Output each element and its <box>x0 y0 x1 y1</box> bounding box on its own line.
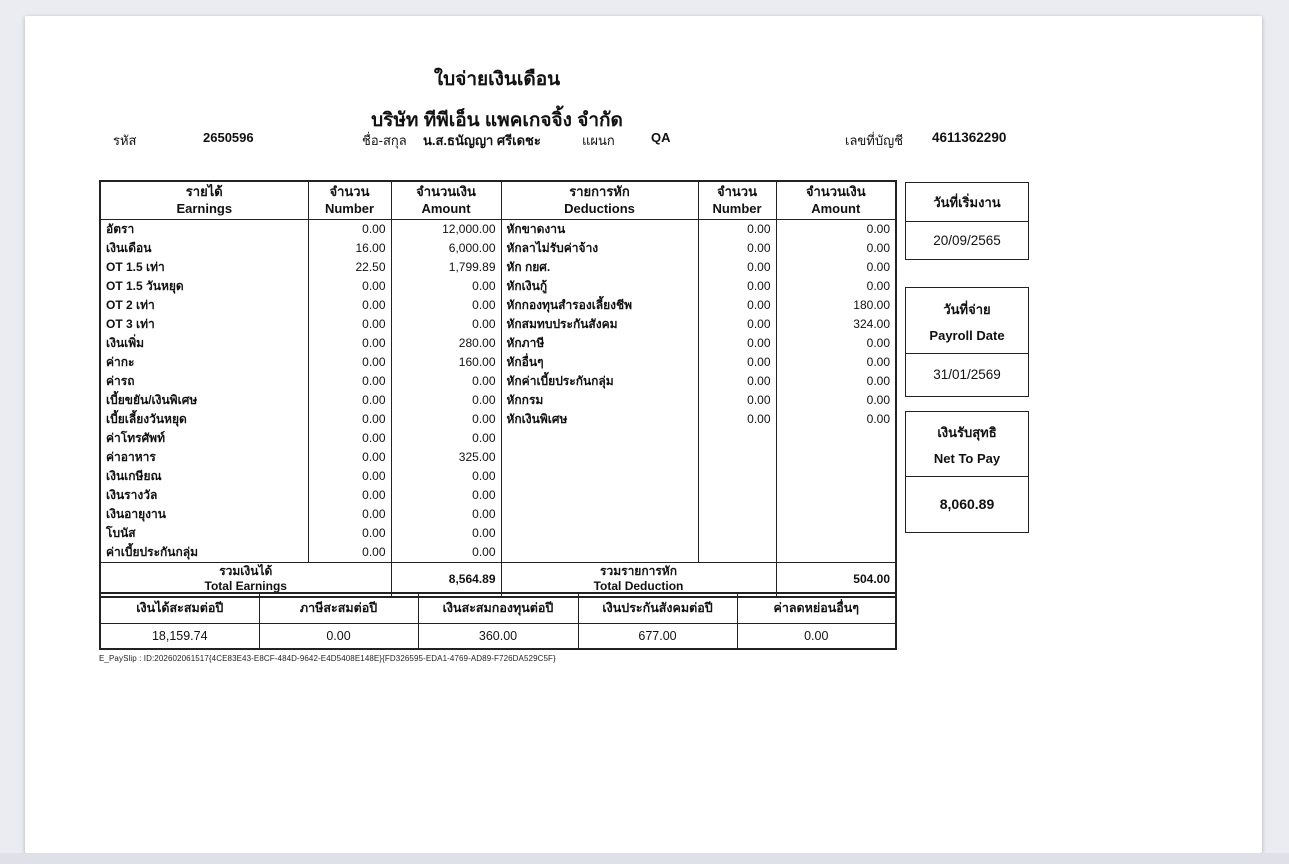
deduction-item-amount <box>776 486 896 505</box>
earnings-item-amount: 0.00 <box>391 410 501 429</box>
ytd-value-row <box>100 623 896 649</box>
deduction-item-amount: 0.00 <box>776 219 896 239</box>
earnings-item-number: 0.00 <box>308 334 391 353</box>
earnings-item-label: ค่าโทรศัพท์ <box>100 429 308 448</box>
deduction-item-number <box>698 486 776 505</box>
earnings-item-label: เบี้ยเลี้ยงวันหยุด <box>100 410 308 429</box>
deduction-item-amount <box>776 448 896 467</box>
deduction-item-amount <box>776 505 896 524</box>
deduction-item-label: หักอื่นๆ <box>501 353 698 372</box>
earnings-item-label: เงินอายุงาน <box>100 505 308 524</box>
deduction-item-amount <box>776 429 896 448</box>
ytd-fund-value: 360.00 <box>418 623 578 649</box>
employee-code-label: รหัส <box>113 133 137 148</box>
deduction-item-label: หักเงินพิเศษ <box>501 410 698 429</box>
background-bottom-strip <box>0 853 1289 864</box>
earnings-item-label: ค่าเบี้ยประกันกลุ่ม <box>100 543 308 563</box>
deductions-number-column-header: จำนวน Number <box>698 181 776 219</box>
earnings-number-column-header: จำนวน Number <box>308 181 391 219</box>
earnings-item-label: OT 1.5 เท่า <box>100 258 308 277</box>
ytd-summary-table <box>99 592 897 650</box>
department-label: แผนก <box>582 133 615 148</box>
table-row <box>100 315 896 334</box>
payslip-page <box>25 16 1262 853</box>
employee-name-value: น.ส.ธนัญญา ศรีเดชะ <box>423 133 541 148</box>
deduction-item-amount: 0.00 <box>776 277 896 296</box>
deduction-item-number: 0.00 <box>698 258 776 277</box>
earnings-item-amount: 0.00 <box>391 429 501 448</box>
total-deduction-value: 504.00 <box>776 562 896 597</box>
earnings-item-number: 16.00 <box>308 239 391 258</box>
table-row <box>100 429 896 448</box>
earnings-item-amount: 0.00 <box>391 277 501 296</box>
earnings-item-number: 0.00 <box>308 505 391 524</box>
start-date-title: วันที่เริ่มงาน <box>906 183 1028 222</box>
deduction-item-number <box>698 429 776 448</box>
earnings-item-amount: 0.00 <box>391 524 501 543</box>
deduction-item-number <box>698 524 776 543</box>
table-row <box>100 467 896 486</box>
deduction-item-label: หักสมทบประกันสังคม <box>501 315 698 334</box>
ytd-social-security-header: เงินประกันสังคมต่อปี <box>578 593 737 623</box>
account-number-value: 4611362290 <box>932 130 1007 145</box>
earnings-item-label: เงินเพิ่ม <box>100 334 308 353</box>
earnings-item-amount: 1,799.89 <box>391 258 501 277</box>
deduction-item-number: 0.00 <box>698 391 776 410</box>
earnings-item-amount: 0.00 <box>391 486 501 505</box>
payroll-date-box <box>905 287 1029 397</box>
page-title: ใบจ่ายเงินเดือน <box>433 69 561 90</box>
earnings-item-amount: 325.00 <box>391 448 501 467</box>
deduction-item-number: 0.00 <box>698 315 776 334</box>
deduction-item-label <box>501 486 698 505</box>
deduction-item-label <box>501 505 698 524</box>
earnings-item-number: 0.00 <box>308 353 391 372</box>
deduction-item-number: 0.00 <box>698 239 776 258</box>
deduction-item-number <box>698 467 776 486</box>
ytd-tax-header: ภาษีสะสมต่อปี <box>259 593 418 623</box>
deduction-item-amount <box>776 467 896 486</box>
ytd-social-security-value: 677.00 <box>578 623 737 649</box>
net-to-pay-value: 8,060.89 <box>939 496 995 512</box>
earnings-item-label: ค่ากะ <box>100 353 308 372</box>
earnings-item-label: ค่ารถ <box>100 372 308 391</box>
deduction-item-amount: 180.00 <box>776 296 896 315</box>
deduction-item-number: 0.00 <box>698 372 776 391</box>
deduction-item-number: 0.00 <box>698 277 776 296</box>
deduction-item-label <box>501 448 698 467</box>
ytd-header-row <box>100 593 896 623</box>
earnings-item-amount: 160.00 <box>391 353 501 372</box>
total-earnings-label: รวมเงินได้ Total Earnings <box>100 562 391 597</box>
earnings-item-label: ค่าอาหาร <box>100 448 308 467</box>
ytd-income-header: เงินได้สะสมต่อปี <box>100 593 259 623</box>
account-number-label: เลขที่บัญชี <box>845 133 904 148</box>
earnings-deductions-table <box>99 180 897 598</box>
deduction-item-label: หักค่าเบี้ยประกันกลุ่ม <box>501 372 698 391</box>
earnings-item-number: 0.00 <box>308 448 391 467</box>
deduction-item-amount: 0.00 <box>776 372 896 391</box>
ytd-other-allowance-header: ค่าลดหย่อนอื่นๆ <box>737 593 896 623</box>
earnings-item-amount: 0.00 <box>391 315 501 334</box>
earnings-item-number: 0.00 <box>308 277 391 296</box>
earnings-item-label: โบนัส <box>100 524 308 543</box>
earnings-item-number: 0.00 <box>308 219 391 239</box>
total-earnings-value: 8,564.89 <box>391 562 501 597</box>
deduction-item-number: 0.00 <box>698 296 776 315</box>
deduction-item-label: หักกองทุนสำรองเลี้ยงชีพ <box>501 296 698 315</box>
table-row <box>100 524 896 543</box>
earnings-item-label: อัตรา <box>100 219 308 239</box>
earnings-item-label: OT 2 เท่า <box>100 296 308 315</box>
deduction-item-amount: 0.00 <box>776 410 896 429</box>
table-row <box>100 505 896 524</box>
table-row <box>100 410 896 429</box>
earnings-item-label: เบี้ยขยัน/เงินพิเศษ <box>100 391 308 410</box>
table-row <box>100 258 896 277</box>
deduction-item-label: หักกรม <box>501 391 698 410</box>
payroll-date-title: วันที่จ่าย Payroll Date <box>906 288 1028 354</box>
earnings-item-amount: 0.00 <box>391 296 501 315</box>
deductions-column-header: รายการหัก Deductions <box>501 181 698 219</box>
deduction-item-label: หักลาไม่รับค่าจ้าง <box>501 239 698 258</box>
deduction-item-label <box>501 467 698 486</box>
earnings-item-number: 0.00 <box>308 467 391 486</box>
table-row <box>100 296 896 315</box>
deductions-amount-column-header: จำนวนเงิน Amount <box>776 181 896 219</box>
deduction-item-amount <box>776 524 896 543</box>
payslip-id-footer: E_PaySlip : ID:202602061517{4CE83E43-E8CF-484D-9642-E4D5408E148E}{FD326595-EDA1-4769-AD89-F726DA529C5F} <box>99 654 556 663</box>
earnings-item-number: 0.00 <box>308 296 391 315</box>
payroll-date-value: 31/01/2569 <box>933 367 1001 382</box>
deduction-item-amount: 0.00 <box>776 353 896 372</box>
total-deduction-label: รวมรายการหัก Total Deduction <box>501 562 776 597</box>
deduction-item-label: หักขาดงาน <box>501 219 698 239</box>
earnings-column-header: รายได้ Earnings <box>100 181 308 219</box>
table-row <box>100 543 896 563</box>
earnings-item-amount: 0.00 <box>391 391 501 410</box>
earnings-item-label: OT 3 เท่า <box>100 315 308 334</box>
earnings-item-label: เงินเดือน <box>100 239 308 258</box>
deduction-item-amount: 0.00 <box>776 334 896 353</box>
earnings-item-label: OT 1.5 วันหยุด <box>100 277 308 296</box>
deduction-item-number <box>698 543 776 563</box>
deduction-item-amount: 0.00 <box>776 391 896 410</box>
deduction-item-label: หักเงินกู้ <box>501 277 698 296</box>
deduction-item-label: หักภาษี <box>501 334 698 353</box>
earnings-item-number: 0.00 <box>308 315 391 334</box>
ytd-income-value: 18,159.74 <box>100 623 259 649</box>
earnings-item-number: 0.00 <box>308 524 391 543</box>
deduction-item-amount: 324.00 <box>776 315 896 334</box>
net-to-pay-box <box>905 411 1029 533</box>
table-body <box>100 219 896 562</box>
deduction-item-label <box>501 543 698 563</box>
table-row <box>100 277 896 296</box>
earnings-item-label: เงินเกษียณ <box>100 467 308 486</box>
earnings-item-number: 0.00 <box>308 486 391 505</box>
deduction-item-number: 0.00 <box>698 219 776 239</box>
deduction-item-amount: 0.00 <box>776 239 896 258</box>
ytd-other-allowance-value: 0.00 <box>737 623 896 649</box>
deduction-item-label: หัก กยศ. <box>501 258 698 277</box>
table-header <box>100 181 896 219</box>
earnings-item-amount: 12,000.00 <box>391 219 501 239</box>
table-row <box>100 334 896 353</box>
deduction-item-amount <box>776 543 896 563</box>
department-value: QA <box>651 130 671 145</box>
ytd-fund-header: เงินสะสมกองทุนต่อปี <box>418 593 578 623</box>
earnings-item-number: 0.00 <box>308 372 391 391</box>
deduction-item-amount: 0.00 <box>776 258 896 277</box>
earnings-item-number: 22.50 <box>308 258 391 277</box>
table-row <box>100 372 896 391</box>
earnings-item-number: 0.00 <box>308 543 391 563</box>
earnings-item-number: 0.00 <box>308 429 391 448</box>
ytd-tax-value: 0.00 <box>259 623 418 649</box>
earnings-item-label: เงินรางวัล <box>100 486 308 505</box>
deduction-item-number: 0.00 <box>698 353 776 372</box>
company-name: บริษัท ทีพีเอ็น แพคเกจจิ้ง จำกัด <box>371 110 623 131</box>
earnings-item-amount: 0.00 <box>391 467 501 486</box>
deduction-item-number <box>698 505 776 524</box>
net-to-pay-title: เงินรับสุทธิ Net To Pay <box>906 412 1028 477</box>
table-row <box>100 448 896 467</box>
earnings-item-amount: 280.00 <box>391 334 501 353</box>
table-row <box>100 353 896 372</box>
earnings-item-amount: 6,000.00 <box>391 239 501 258</box>
earnings-item-number: 0.00 <box>308 391 391 410</box>
start-date-box <box>905 182 1029 260</box>
deduction-item-label <box>501 524 698 543</box>
employee-code-value: 2650596 <box>203 130 254 145</box>
table-row <box>100 219 896 239</box>
deduction-item-number: 0.00 <box>698 334 776 353</box>
earnings-amount-column-header: จำนวนเงิน Amount <box>391 181 501 219</box>
earnings-item-number: 0.00 <box>308 410 391 429</box>
start-date-value: 20/09/2565 <box>933 232 1001 248</box>
earnings-item-amount: 0.00 <box>391 505 501 524</box>
document-header <box>99 64 895 135</box>
deduction-item-number: 0.00 <box>698 410 776 429</box>
deduction-item-label <box>501 429 698 448</box>
table-row <box>100 486 896 505</box>
table-row <box>100 391 896 410</box>
earnings-item-amount: 0.00 <box>391 543 501 563</box>
earnings-item-amount: 0.00 <box>391 372 501 391</box>
table-row <box>100 239 896 258</box>
employee-name-label: ชื่อ-สกุล <box>362 133 407 148</box>
employee-info-row <box>25 130 1262 150</box>
deduction-item-number <box>698 448 776 467</box>
